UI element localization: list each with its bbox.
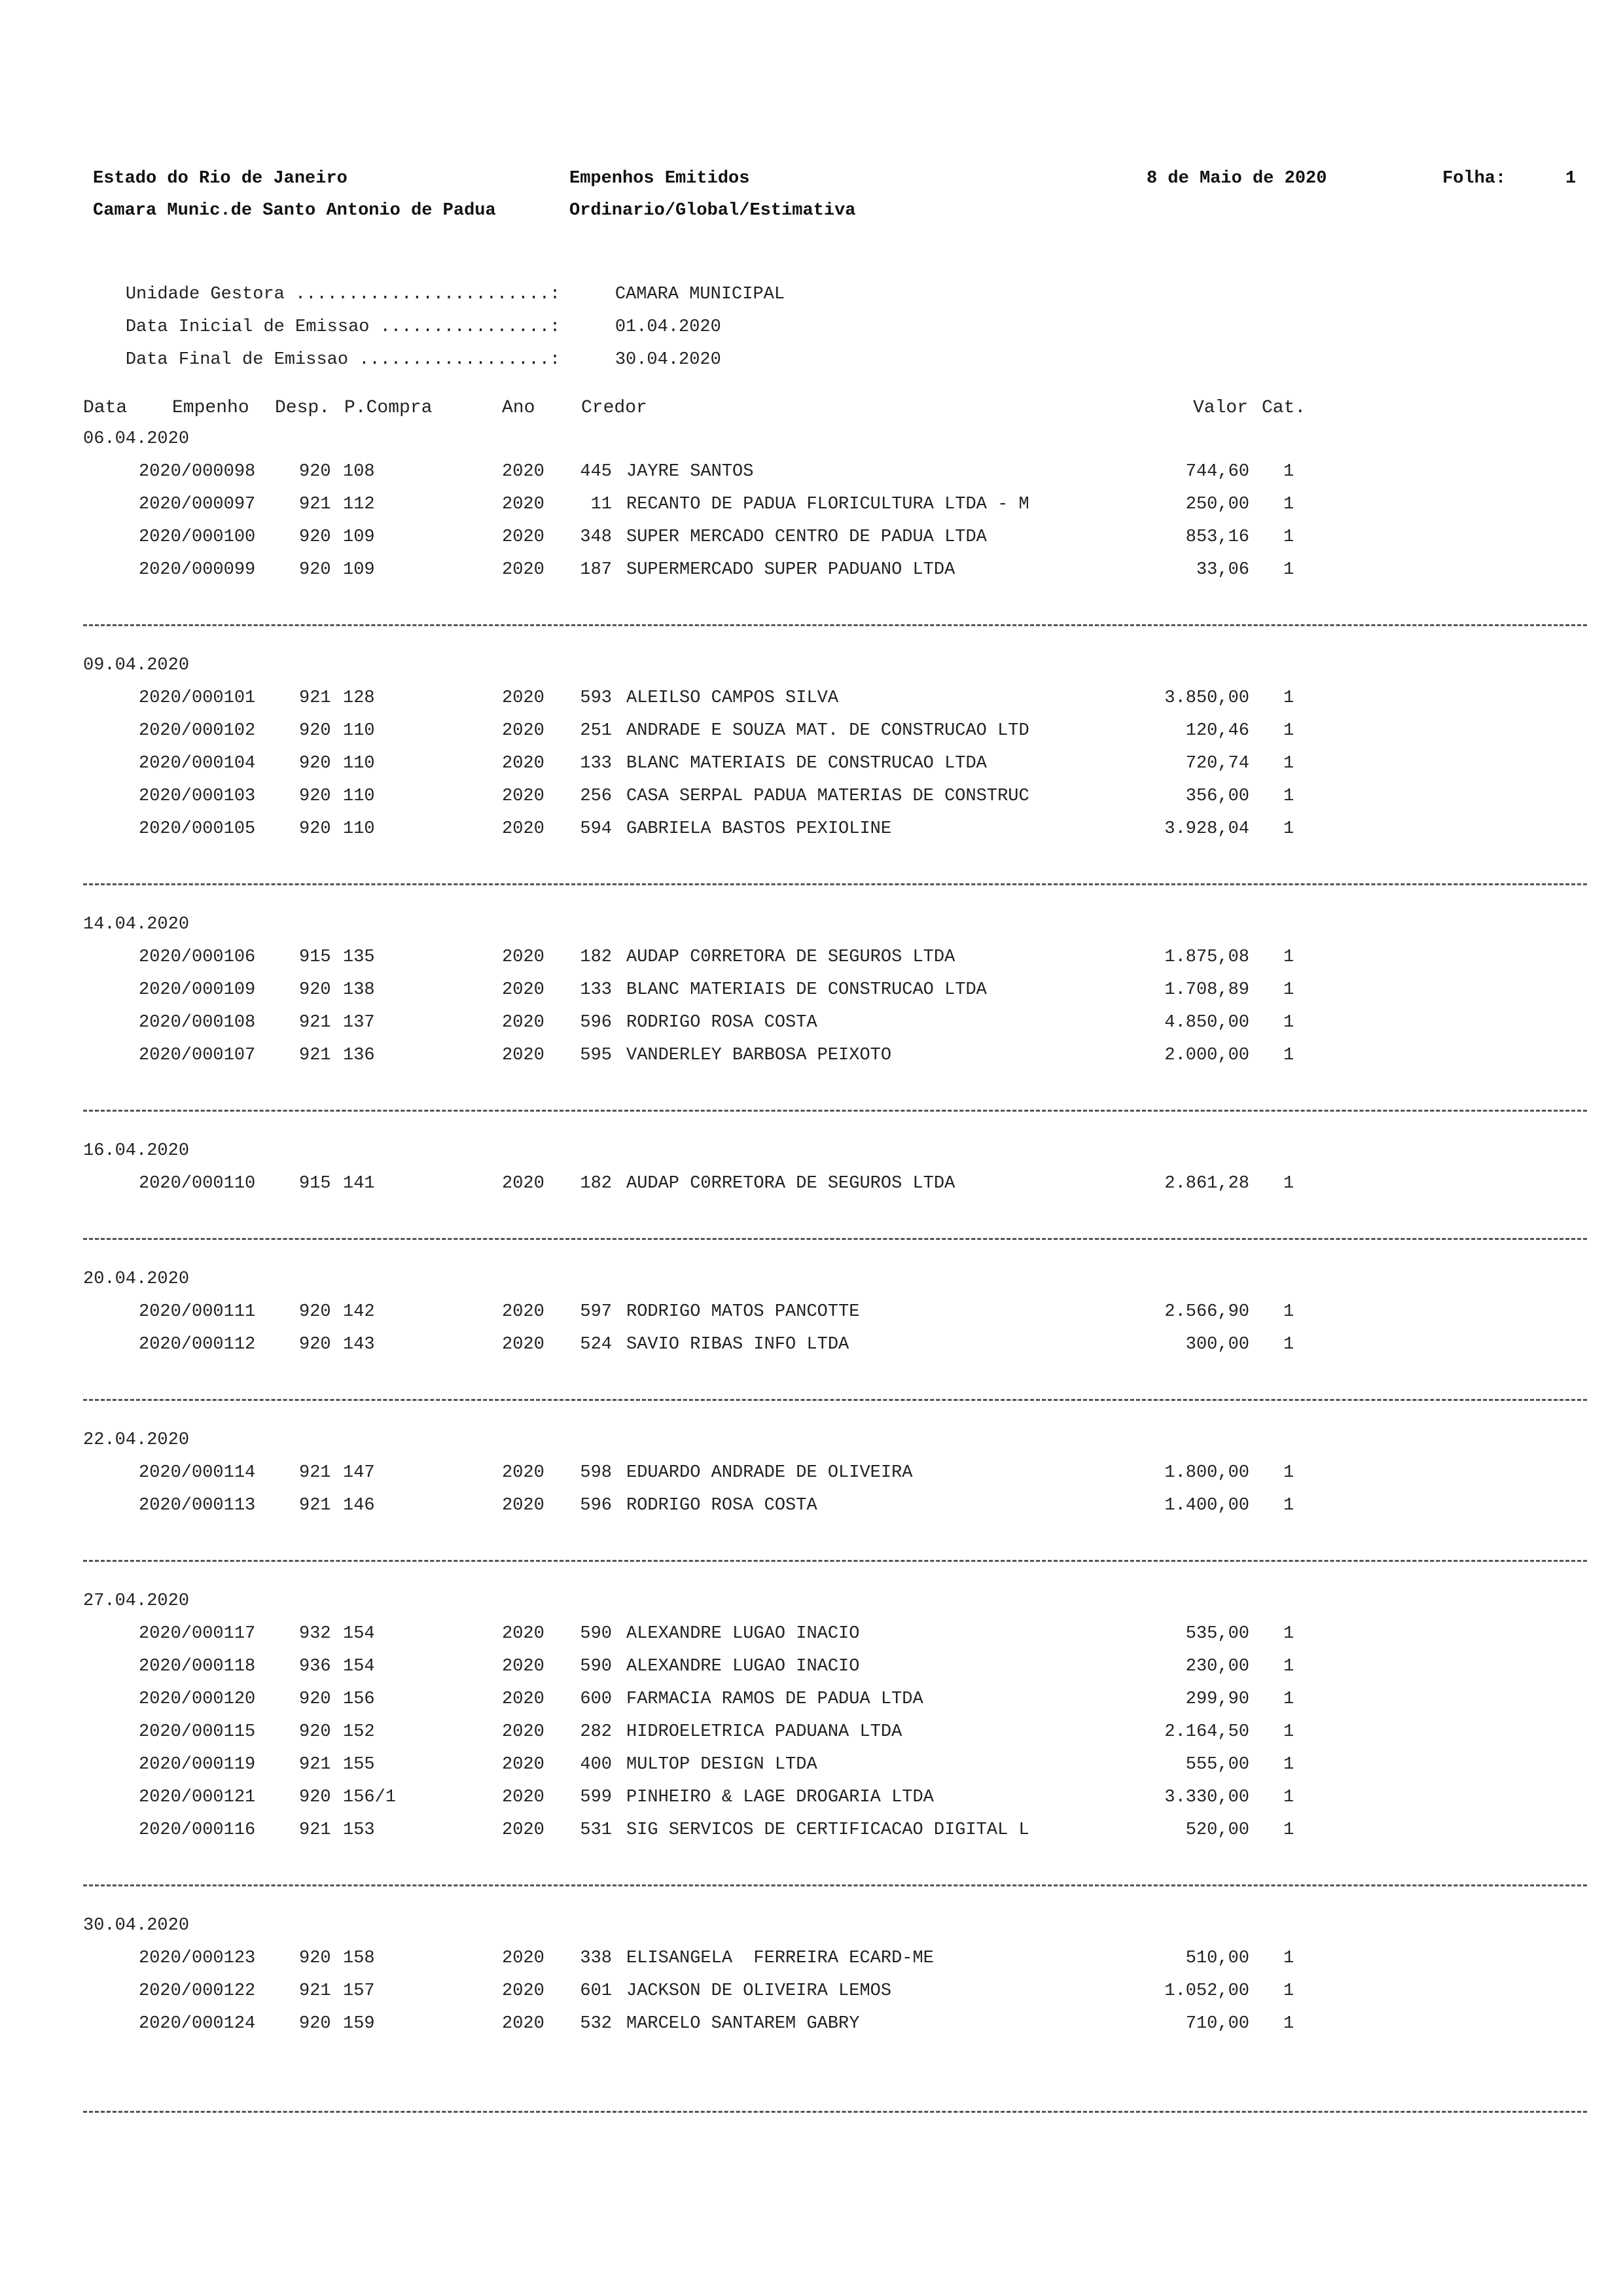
empenho-cell: 2020/000124 [139,2014,256,2034]
empenho-cell: 2020/000107 [139,1046,256,1065]
credor-name-cell: BLANC MATERIAIS DE CONSTRUCAO LTDA [626,980,987,1000]
valor-cell: 3.330,00 [1164,1788,1249,1807]
empenho-cell: 2020/000105 [139,819,256,839]
credor-name-cell: ALEXANDRE LUGAO INACIO [626,1624,860,1644]
credor-code-cell: 598 [580,1463,612,1483]
ano-cell: 2020 [502,1722,544,1742]
credor-code-cell: 133 [580,980,612,1000]
desp-cell: 920 [299,560,331,580]
desp-cell: 920 [299,1302,331,1322]
desp-cell: 920 [299,980,331,1000]
empenho-cell: 2020/000122 [139,1981,256,2001]
ano-cell: 2020 [502,1335,544,1354]
sheet-label: Folha: [1442,169,1507,188]
ano-cell: 2020 [502,462,544,482]
group-separator [83,2111,1587,2113]
empenho-cell: 2020/000104 [139,754,256,773]
ano-cell: 2020 [502,1046,544,1065]
group-date: 06.04.2020 [83,429,190,449]
desp-cell: 936 [299,1657,331,1676]
pcompra-cell: 136 [343,1046,375,1065]
group-date: 20.04.2020 [83,1269,190,1289]
desp-cell: 920 [299,1788,331,1807]
ano-cell: 2020 [502,688,544,708]
cat-cell: 1 [1283,1624,1294,1644]
credor-code-cell: 524 [580,1335,612,1354]
credor-code-cell: 445 [580,462,612,482]
meta-label: Data Inicial de Emissao ................: [125,317,561,337]
cat-cell: 1 [1283,1689,1294,1709]
desp-cell: 921 [299,495,331,514]
credor-name-cell: PINHEIRO & LAGE DROGARIA LTDA [626,1788,934,1807]
empenho-cell: 2020/000102 [139,721,256,741]
desp-cell: 915 [299,1174,331,1193]
credor-name-cell: ANDRADE E SOUZA MAT. DE CONSTRUCAO LTD [626,721,1029,741]
credor-name-cell: SIG SERVICOS DE CERTIFICACAO DIGITAL L [626,1820,1029,1840]
ano-cell: 2020 [502,1755,544,1775]
empenho-cell: 2020/000099 [139,560,256,580]
desp-cell: 920 [299,1689,331,1709]
valor-cell: 250,00 [1185,495,1249,514]
pcompra-cell: 156 [343,1689,375,1709]
credor-code-cell: 594 [580,819,612,839]
empenho-cell: 2020/000097 [139,495,256,514]
meta-label: Data Final de Emissao ..................: [125,350,561,370]
cat-cell: 1 [1283,462,1294,482]
empenho-cell: 2020/000100 [139,527,256,547]
credor-code-cell: 251 [580,721,612,741]
cat-cell: 1 [1283,980,1294,1000]
credor-name-cell: BLANC MATERIAIS DE CONSTRUCAO LTDA [626,754,987,773]
ano-cell: 2020 [502,2014,544,2034]
credor-name-cell: MARCELO SANTAREM GABRY [626,2014,860,2034]
credor-name-cell: SUPERMERCADO SUPER PADUANO LTDA [626,560,955,580]
empenho-cell: 2020/000113 [139,1496,256,1515]
valor-cell: 710,00 [1185,2014,1249,2034]
report-title: Empenhos Emitidos [569,169,750,188]
cat-cell: 1 [1283,1820,1294,1840]
valor-cell: 33,06 [1196,560,1249,580]
ano-cell: 2020 [502,1820,544,1840]
credor-code-cell: 256 [580,786,612,806]
desp-cell: 920 [299,527,331,547]
empenho-cell: 2020/000103 [139,786,256,806]
ano-cell: 2020 [502,1496,544,1515]
empenho-cell: 2020/000098 [139,462,256,482]
group-separator [83,1399,1587,1401]
pcompra-cell: 146 [343,1496,375,1515]
desp-cell: 920 [299,754,331,773]
empenho-cell: 2020/000118 [139,1657,256,1676]
valor-cell: 1.800,00 [1164,1463,1249,1483]
meta-value: 30.04.2020 [615,350,721,370]
group-date: 14.04.2020 [83,915,190,934]
credor-name-cell: GABRIELA BASTOS PEXIOLINE [626,819,892,839]
cat-cell: 1 [1283,721,1294,741]
valor-cell: 744,60 [1185,462,1249,482]
valor-cell: 510,00 [1185,1949,1249,1968]
ano-cell: 2020 [502,980,544,1000]
desp-cell: 921 [299,688,331,708]
pcompra-cell: 135 [343,947,375,967]
group-separator [83,624,1587,626]
credor-name-cell: HIDROELETRICA PADUANA LTDA [626,1722,902,1742]
credor-code-cell: 182 [580,1174,612,1193]
valor-cell: 535,00 [1185,1624,1249,1644]
credor-name-cell: ELISANGELA FERREIRA ECARD-ME [626,1949,934,1968]
column-header-empenho: Empenho [172,398,249,418]
cat-cell: 1 [1283,947,1294,967]
desp-cell: 921 [299,1463,331,1483]
cat-cell: 1 [1283,1949,1294,1968]
desp-cell: 921 [299,1820,331,1840]
cat-cell: 1 [1283,1463,1294,1483]
credor-name-cell: VANDERLEY BARBOSA PEIXOTO [626,1046,892,1065]
pcompra-cell: 128 [343,688,375,708]
cat-cell: 1 [1283,688,1294,708]
empenho-cell: 2020/000106 [139,947,256,967]
meta-label: Unidade Gestora ........................: [125,285,561,304]
ano-cell: 2020 [502,947,544,967]
pcompra-cell: 156/1 [343,1788,397,1807]
pcompra-cell: 108 [343,462,375,482]
ano-cell: 2020 [502,819,544,839]
credor-code-cell: 601 [580,1981,612,2001]
valor-cell: 1.400,00 [1164,1496,1249,1515]
ano-cell: 2020 [502,527,544,547]
credor-code-cell: 348 [580,527,612,547]
credor-code-cell: 595 [580,1046,612,1065]
ano-cell: 2020 [502,1463,544,1483]
pcompra-cell: 137 [343,1013,375,1033]
pcompra-cell: 143 [343,1335,375,1354]
credor-code-cell: 182 [580,947,612,967]
empenho-cell: 2020/000119 [139,1755,256,1775]
credor-code-cell: 593 [580,688,612,708]
credor-code-cell: 187 [580,560,612,580]
cat-cell: 1 [1283,1755,1294,1775]
valor-cell: 300,00 [1185,1335,1249,1354]
ano-cell: 2020 [502,1302,544,1322]
pcompra-cell: 159 [343,2014,375,2034]
valor-cell: 853,16 [1185,527,1249,547]
pcompra-cell: 109 [343,527,375,547]
credor-name-cell: FARMACIA RAMOS DE PADUA LTDA [626,1689,923,1709]
credor-code-cell: 532 [580,2014,612,2034]
pcompra-cell: 110 [343,786,375,806]
pcompra-cell: 142 [343,1302,375,1322]
column-header-ano: Ano [502,398,535,418]
empenho-cell: 2020/000109 [139,980,256,1000]
pcompra-cell: 152 [343,1722,375,1742]
group-date: 09.04.2020 [83,656,190,675]
column-header-credor: Credor [581,398,647,418]
ano-cell: 2020 [502,1788,544,1807]
valor-cell: 555,00 [1185,1755,1249,1775]
desp-cell: 920 [299,721,331,741]
valor-cell: 520,00 [1185,1820,1249,1840]
valor-cell: 356,00 [1185,786,1249,806]
empenho-cell: 2020/000116 [139,1820,256,1840]
cat-cell: 1 [1283,1788,1294,1807]
pcompra-cell: 112 [343,495,375,514]
desp-cell: 920 [299,462,331,482]
pcompra-cell: 147 [343,1463,375,1483]
column-header-valor: Valor [1193,398,1249,418]
valor-cell: 3.928,04 [1164,819,1249,839]
pcompra-cell: 154 [343,1624,375,1644]
valor-cell: 1.708,89 [1164,980,1249,1000]
report-subtitle: Ordinario/Global/Estimativa [569,201,856,221]
credor-name-cell: SAVIO RIBAS INFO LTDA [626,1335,849,1354]
credor-code-cell: 400 [580,1755,612,1775]
desp-cell: 920 [299,1335,331,1354]
credor-code-cell: 597 [580,1302,612,1322]
desp-cell: 920 [299,786,331,806]
desp-cell: 932 [299,1624,331,1644]
empenho-cell: 2020/000110 [139,1174,256,1193]
ano-cell: 2020 [502,1949,544,1968]
cat-cell: 1 [1283,527,1294,547]
pcompra-cell: 141 [343,1174,375,1193]
cat-cell: 1 [1283,1013,1294,1033]
valor-cell: 2.861,28 [1164,1174,1249,1193]
group-date: 16.04.2020 [83,1141,190,1161]
credor-code-cell: 338 [580,1949,612,1968]
meta-line-data-final [83,330,721,389]
meta-value: 01.04.2020 [615,317,721,337]
cat-cell: 1 [1283,1722,1294,1742]
pcompra-cell: 110 [343,721,375,741]
group-separator [83,1110,1587,1112]
desp-cell: 921 [299,1046,331,1065]
ano-cell: 2020 [502,1013,544,1033]
pcompra-cell: 110 [343,754,375,773]
ano-cell: 2020 [502,1624,544,1644]
cat-cell: 1 [1283,1046,1294,1065]
cat-cell: 1 [1283,495,1294,514]
credor-code-cell: 282 [580,1722,612,1742]
group-separator [83,1884,1587,1886]
group-separator [83,1238,1587,1240]
valor-cell: 2.566,90 [1164,1302,1249,1322]
valor-cell: 2.164,50 [1164,1722,1249,1742]
report-date: 8 de Maio de 2020 [1147,169,1327,188]
valor-cell: 720,74 [1185,754,1249,773]
cat-cell: 1 [1283,560,1294,580]
state-name: Estado do Rio de Janeiro [93,169,348,188]
group-date: 30.04.2020 [83,1916,190,1935]
ano-cell: 2020 [502,721,544,741]
column-header-data: Data [83,398,128,418]
valor-cell: 1.875,08 [1164,947,1249,967]
credor-name-cell: EDUARDO ANDRADE DE OLIVEIRA [626,1463,913,1483]
cat-cell: 1 [1283,1335,1294,1354]
credor-name-cell: AUDAP C0RRETORA DE SEGUROS LTDA [626,947,955,967]
credor-name-cell: MULTOP DESIGN LTDA [626,1755,817,1775]
credor-name-cell: JACKSON DE OLIVEIRA LEMOS [626,1981,892,2001]
credor-code-cell: 531 [580,1820,612,1840]
cat-cell: 1 [1283,1496,1294,1515]
credor-name-cell: RODRIGO MATOS PANCOTTE [626,1302,860,1322]
group-separator [83,883,1587,885]
sheet-number: 1 [1565,169,1577,188]
column-header-desp: Desp. [275,398,330,418]
cat-cell: 1 [1283,1657,1294,1676]
credor-name-cell: JAYRE SANTOS [626,462,754,482]
desp-cell: 915 [299,947,331,967]
cat-cell: 1 [1283,1302,1294,1322]
pcompra-cell: 155 [343,1755,375,1775]
valor-cell: 120,46 [1185,721,1249,741]
credor-name-cell: RECANTO DE PADUA FLORICULTURA LTDA - M [626,495,1029,514]
organization-name: Camara Munic.de Santo Antonio de Padua [93,201,496,221]
ano-cell: 2020 [502,560,544,580]
pcompra-cell: 153 [343,1820,375,1840]
empenho-cell: 2020/000115 [139,1722,256,1742]
credor-code-cell: 596 [580,1496,612,1515]
desp-cell: 921 [299,1755,331,1775]
credor-code-cell: 133 [580,754,612,773]
credor-code-cell: 600 [580,1689,612,1709]
valor-cell: 1.052,00 [1164,1981,1249,2001]
valor-cell: 299,90 [1185,1689,1249,1709]
pcompra-cell: 157 [343,1981,375,2001]
desp-cell: 921 [299,1496,331,1515]
cat-cell: 1 [1283,819,1294,839]
pcompra-cell: 109 [343,560,375,580]
empenho-cell: 2020/000112 [139,1335,256,1354]
ano-cell: 2020 [502,1689,544,1709]
empenho-cell: 2020/000111 [139,1302,256,1322]
credor-code-cell: 599 [580,1788,612,1807]
empenho-cell: 2020/000123 [139,1949,256,1968]
group-date: 27.04.2020 [83,1591,190,1611]
valor-cell: 3.850,00 [1164,688,1249,708]
ano-cell: 2020 [502,786,544,806]
valor-cell: 4.850,00 [1164,1013,1249,1033]
desp-cell: 920 [299,1949,331,1968]
desp-cell: 920 [299,2014,331,2034]
credor-name-cell: RODRIGO ROSA COSTA [626,1496,817,1515]
empenho-cell: 2020/000114 [139,1463,256,1483]
group-date: 22.04.2020 [83,1430,190,1450]
ano-cell: 2020 [502,1657,544,1676]
credor-name-cell: RODRIGO ROSA COSTA [626,1013,817,1033]
ano-cell: 2020 [502,1981,544,2001]
pcompra-cell: 138 [343,980,375,1000]
empenho-cell: 2020/000101 [139,688,256,708]
ano-cell: 2020 [502,754,544,773]
empenho-cell: 2020/000117 [139,1624,256,1644]
group-separator [83,1560,1587,1562]
valor-cell: 230,00 [1185,1657,1249,1676]
empenho-cell: 2020/000121 [139,1788,256,1807]
credor-name-cell: ALEXANDRE LUGAO INACIO [626,1657,860,1676]
ano-cell: 2020 [502,1174,544,1193]
credor-code-cell: 596 [580,1013,612,1033]
column-header-cat: Cat. [1262,398,1306,418]
ano-cell: 2020 [502,495,544,514]
pcompra-cell: 158 [343,1949,375,1968]
credor-code-cell: 11 [590,495,612,514]
pcompra-cell: 110 [343,819,375,839]
empenho-cell: 2020/000120 [139,1689,256,1709]
credor-code-cell: 590 [580,1657,612,1676]
cat-cell: 1 [1283,1981,1294,2001]
desp-cell: 920 [299,819,331,839]
credor-code-cell: 590 [580,1624,612,1644]
credor-name-cell: ALEILSO CAMPOS SILVA [626,688,839,708]
cat-cell: 1 [1283,786,1294,806]
desp-cell: 921 [299,1013,331,1033]
column-header-pcompra: P.Compra [344,398,433,418]
credor-name-cell: CASA SERPAL PADUA MATERIAS DE CONSTRUC [626,786,1029,806]
cat-cell: 1 [1283,1174,1294,1193]
pcompra-cell: 154 [343,1657,375,1676]
valor-cell: 2.000,00 [1164,1046,1249,1065]
credor-name-cell: SUPER MERCADO CENTRO DE PADUA LTDA [626,527,987,547]
cat-cell: 1 [1283,754,1294,773]
desp-cell: 920 [299,1722,331,1742]
desp-cell: 921 [299,1981,331,2001]
credor-name-cell: AUDAP C0RRETORA DE SEGUROS LTDA [626,1174,955,1193]
cat-cell: 1 [1283,2014,1294,2034]
empenho-cell: 2020/000108 [139,1013,256,1033]
meta-value: CAMARA MUNICIPAL [615,285,785,304]
